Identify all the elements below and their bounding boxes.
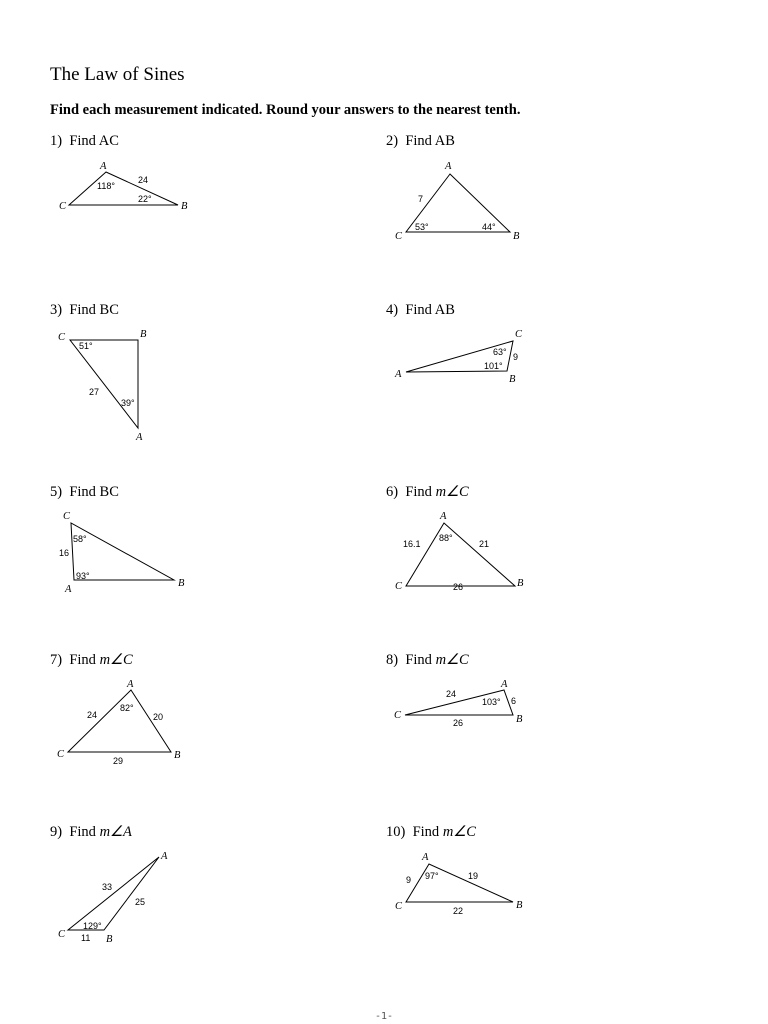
vertex-label-a: A [161,851,168,862]
problem-number: 2) [386,133,399,149]
vertex-label-a: A [501,679,508,690]
angle-b-label: 44° [482,222,496,232]
problem-4 [386,302,523,385]
triangle [406,523,515,586]
vertex-label-a: A [65,584,72,595]
vertex-label-b: B [106,934,113,945]
angle-b-label: 22° [138,194,152,204]
side-bc-label: 22 [453,906,464,916]
vertex-label-a: A [422,852,429,863]
vertex-label-c: C [395,901,403,912]
problem-prompt: Find AB [405,302,455,318]
problem-2 [386,133,520,242]
vertex-label-a: A [136,432,143,443]
problem-prompt: Find AB [405,133,455,149]
triangle-diagram [50,158,200,218]
vertex-label-b: B [178,578,185,589]
vertex-label-a: A [445,161,452,172]
problem-3 [50,302,147,443]
page-number: -1- [374,1011,394,1022]
problem-5 [50,484,185,595]
problem-number: 9) [50,824,63,840]
page-title: The Law of Sines [50,64,185,85]
triangle-diagram [50,677,200,777]
side-ab-label: 19 [468,871,479,881]
vertex-label-b: B [516,714,523,725]
vertex-label-c: C [58,929,66,940]
vertex-label-b: B [516,900,523,911]
vertex-label-c: C [394,710,402,721]
vertex-label-b: B [513,231,520,242]
problem-prompt-angle: m∠C [442,824,476,840]
triangle-diagram [386,327,536,417]
vertex-label-c: C [395,231,403,242]
side-bc-label: 11 [81,933,91,943]
side-bc-label: 9 [513,352,519,362]
problem-number: 7) [50,652,63,668]
triangle-diagram [50,327,200,447]
side-ac-label: 9 [406,875,412,885]
angle-a-label: 93° [76,571,90,581]
instructions: Find each measurement indicated. Round your answers to the nearest tenth. [50,102,521,118]
side-ac-label: 24 [446,689,457,699]
side-ac-label: 24 [87,710,98,720]
problem-prompt-angle: m∠C [99,652,133,668]
vertex-label-b: B [174,750,181,761]
vertex-label-a: A [127,679,134,690]
problem-prompt-prefix: Find [412,824,443,840]
triangle-diagram [50,509,200,599]
triangle-diagram [386,849,536,929]
triangle-diagram [50,849,200,949]
triangle-diagram [386,509,536,599]
problem-number: 5) [50,484,63,500]
angle-a-label: 39° [121,398,135,408]
problem-1 [50,133,188,212]
vertex-label-c: C [57,749,65,760]
side-ab-label: 20 [153,712,164,722]
vertex-label-a: A [100,161,107,172]
angle-a-label: 118° [97,181,115,191]
side-bc-label: 29 [113,756,124,766]
problem-prompt-angle: m∠C [435,484,469,500]
problem-number: 3) [50,302,63,318]
vertex-label-c: C [63,511,71,522]
vertex-label-b: B [517,578,524,589]
angle-a-label: 103° [482,697,501,707]
side-ab-label: 25 [135,897,146,907]
angle-a-label: 97° [425,871,439,881]
problem-prompt-prefix: Find [69,824,100,840]
triangle-diagram [386,677,536,757]
side-ab-label: 21 [479,539,490,549]
side-ac-label: 16 [59,548,70,558]
triangle-diagram [386,158,536,248]
vertex-label-b: B [181,201,188,212]
side-bc-label: 26 [453,582,464,592]
side-ac-label: 7 [418,194,424,204]
problem-number: 8) [386,652,399,668]
vertex-label-a: A [440,511,447,522]
problem-prompt-prefix: Find [405,484,436,500]
problem-6 [386,484,524,592]
vertex-label-c: C [395,581,403,592]
problem-number: 10) [386,824,406,840]
problem-number: 4) [386,302,399,318]
side-ac-label: 33 [102,882,113,892]
vertex-label-c: C [58,332,66,343]
problem-prompt: Find BC [69,302,119,318]
angle-c-label: 58° [73,534,87,544]
side-ac-label: 16.1 [403,539,421,549]
triangle [68,857,159,930]
problem-7 [50,652,181,766]
problem-prompt: Find AC [69,133,119,149]
problem-prompt: Find BC [69,484,119,500]
vertex-label-a: A [395,369,402,380]
angle-c-label: 53° [415,222,429,232]
angle-a-label: 82° [120,703,134,713]
vertex-label-b: B [140,329,147,340]
problem-9 [50,824,168,945]
problem-prompt-angle: m∠C [435,652,469,668]
vertex-label-c: C [515,329,523,340]
problem-8 [386,652,523,728]
angle-c-label: 129° [83,921,102,931]
problem-number: 6) [386,484,399,500]
problem-prompt-angle: m∠A [99,824,132,840]
problem-prompt-prefix: Find [405,652,436,668]
side-ac-label: 27 [89,387,100,397]
side-ab-label: 6 [511,696,517,706]
problem-10 [386,824,523,916]
angle-b-label: 101° [484,361,503,371]
side-ab-label: 24 [138,175,149,185]
vertex-label-b: B [509,374,516,385]
vertex-label-c: C [59,201,67,212]
problem-prompt-prefix: Find [69,652,100,668]
triangle [69,172,178,205]
angle-c-label: 51° [79,341,93,351]
side-bc-label: 26 [453,718,464,728]
angle-a-label: 88° [439,533,453,543]
problem-number: 1) [50,133,63,149]
triangle [70,340,138,428]
angle-c-label: 63° [493,347,507,357]
triangle [406,864,513,902]
